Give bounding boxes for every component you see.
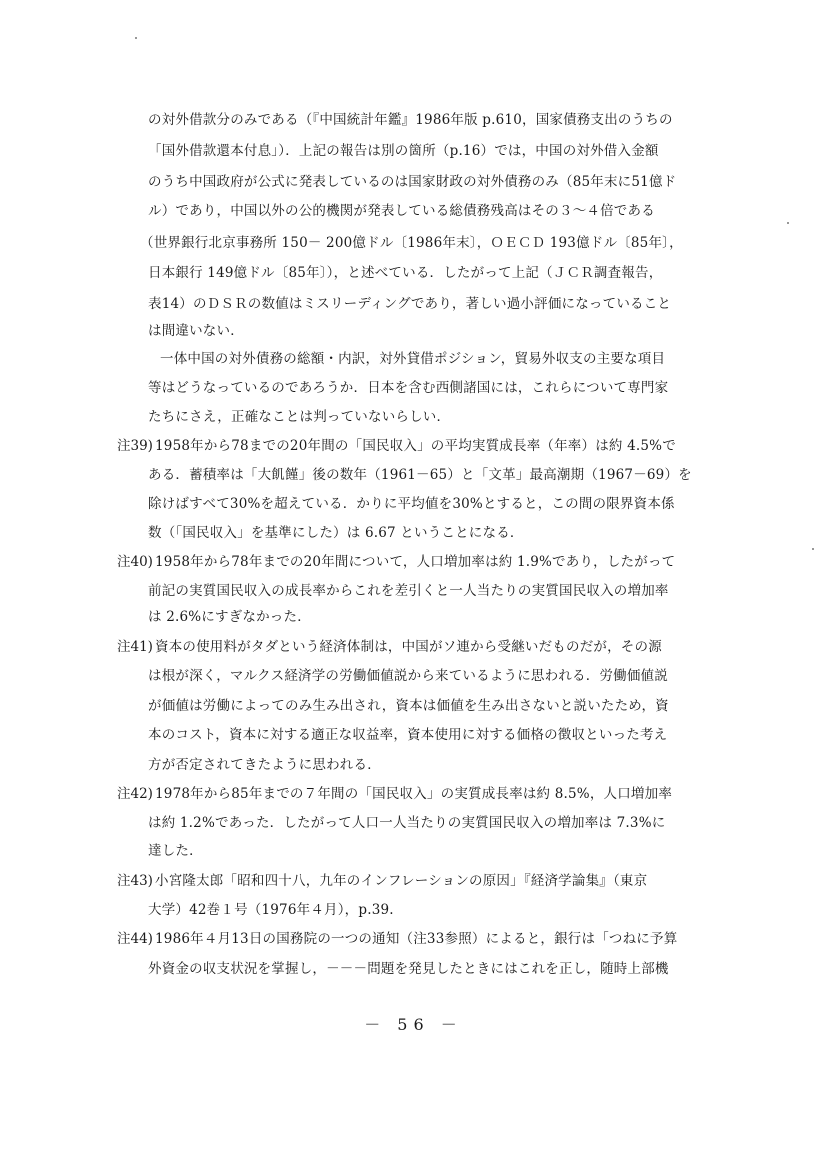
body-line: の対外借款分のみである（『中国統計年鑑』1986年版 p.610，国家債務支出のうちの xyxy=(148,112,673,128)
body-line: ル）であり，中国以外の公的機関が発表している総債務残高はその３～４倍である xyxy=(148,203,655,219)
scan-speck xyxy=(135,37,137,39)
scan-speck xyxy=(812,548,814,550)
note-line: 本のコスト，資本に対する適正な収益率，資本使用に対する価格の徴収といった考え xyxy=(148,727,668,743)
note-line: 資本の使用料がタダという経済体制は，中国がソ連から受継いだものだが，その源 xyxy=(155,639,662,655)
note-line: が価値は労働によってのみ生み出され，資本は価値を生み出さないと説いたため，資 xyxy=(148,698,669,714)
body-line: は間違いない． xyxy=(148,323,244,339)
note-label: 注44) xyxy=(117,931,153,947)
body-line: 一体中国の対外債務の総額・内訳，対外貸借ポジション，貿易外収支の主要な項目 xyxy=(160,351,666,367)
note-line: 除けばすべて30%を超えている．かりに平均値を30%とすると，この間の限界資本係 xyxy=(148,496,675,512)
note-line: ある．蓄積率は「大飢饉」後の数年（1961－65）と「文革」最高潮期（1967－69）を xyxy=(148,467,692,483)
note-line: は約 1.2%であった．したがって人口一人当たりの実質国民収入の増加率は 7.3%に xyxy=(148,815,666,831)
note-line: は 2.6%にすぎなかった． xyxy=(148,609,311,625)
body-line: 日本銀行 149億ドル〔85年〕），と述べている．したがって上記（ＪＣＲ調査報告， xyxy=(148,265,663,281)
note-line: 達した． xyxy=(148,843,203,859)
body-line: 「国外借款還本付息」）．上記の報告は別の箇所（p.16）では，中国の対外借入金額 xyxy=(148,143,659,159)
note-line: 1986年４月13日の国務院の一つの通知（注33参照）によると，銀行は「つねに予算 xyxy=(155,931,678,947)
note-line: 1958年から78までの20年間の「国民収入」の平均実質成長率（年率）は約 4.5%で xyxy=(155,438,676,454)
body-line: （世界銀行北京事務所 150－ 200億ドル〔1986年末〕，ＯＥＣＤ 193億ドル〔85年〕， xyxy=(140,235,683,251)
body-line: のうち中国政府が公式に発表しているのは国家財政の対外債務のみ（85年末に51億ド xyxy=(148,174,677,190)
note-line: 小宮隆太郎「昭和四十八，九年のインフレーションの原因」『経済学論集』（東京 xyxy=(155,873,648,889)
note-line: 大学）42巻１号（1976年４月），p.39. xyxy=(148,902,394,918)
body-line: 表14）のＤＳＲの数値はミスリーディングであり，著しい過小評価になっていること xyxy=(148,296,672,312)
note-label: 注42) xyxy=(117,786,153,802)
note-line: 1978年から85年までの７年間の「国民収入」の実質成長率は約 8.5%，人口増加率 xyxy=(155,786,673,802)
body-line: 等はどうなっているのであろうか．日本を含む西側諸国には，これらについて専門家 xyxy=(148,380,669,396)
note-line: 外資金の収支状況を掌握し，－－－問題を発見したときにはこれを正し，随時上部機 xyxy=(148,961,669,977)
scan-speck xyxy=(787,222,789,224)
page-number: － 56 － xyxy=(364,1015,463,1034)
note-line: 1958年から78年までの20年間について，人口増加率は約 1.9%であり，したがって xyxy=(155,554,676,570)
note-line: 方が否定されてきたように思われる． xyxy=(148,757,381,773)
note-label: 注39) xyxy=(117,438,153,454)
note-line: 数（「国民収入」を基準にした）は 6.67 ということになる． xyxy=(148,525,524,541)
note-line: は根が深く，マルクス経済学の労働価値説から来ているように思われる．労働価値説 xyxy=(148,668,668,684)
note-label: 注43) xyxy=(117,873,153,889)
note-label: 注40) xyxy=(117,554,153,570)
body-line: たちにさえ，正確なことは判っていないらしい． xyxy=(148,409,451,425)
note-label: 注41) xyxy=(117,639,153,655)
note-line: 前記の実質国民収入の成長率からこれを差引くと一人当たりの実質国民収入の増加率 xyxy=(148,583,669,599)
